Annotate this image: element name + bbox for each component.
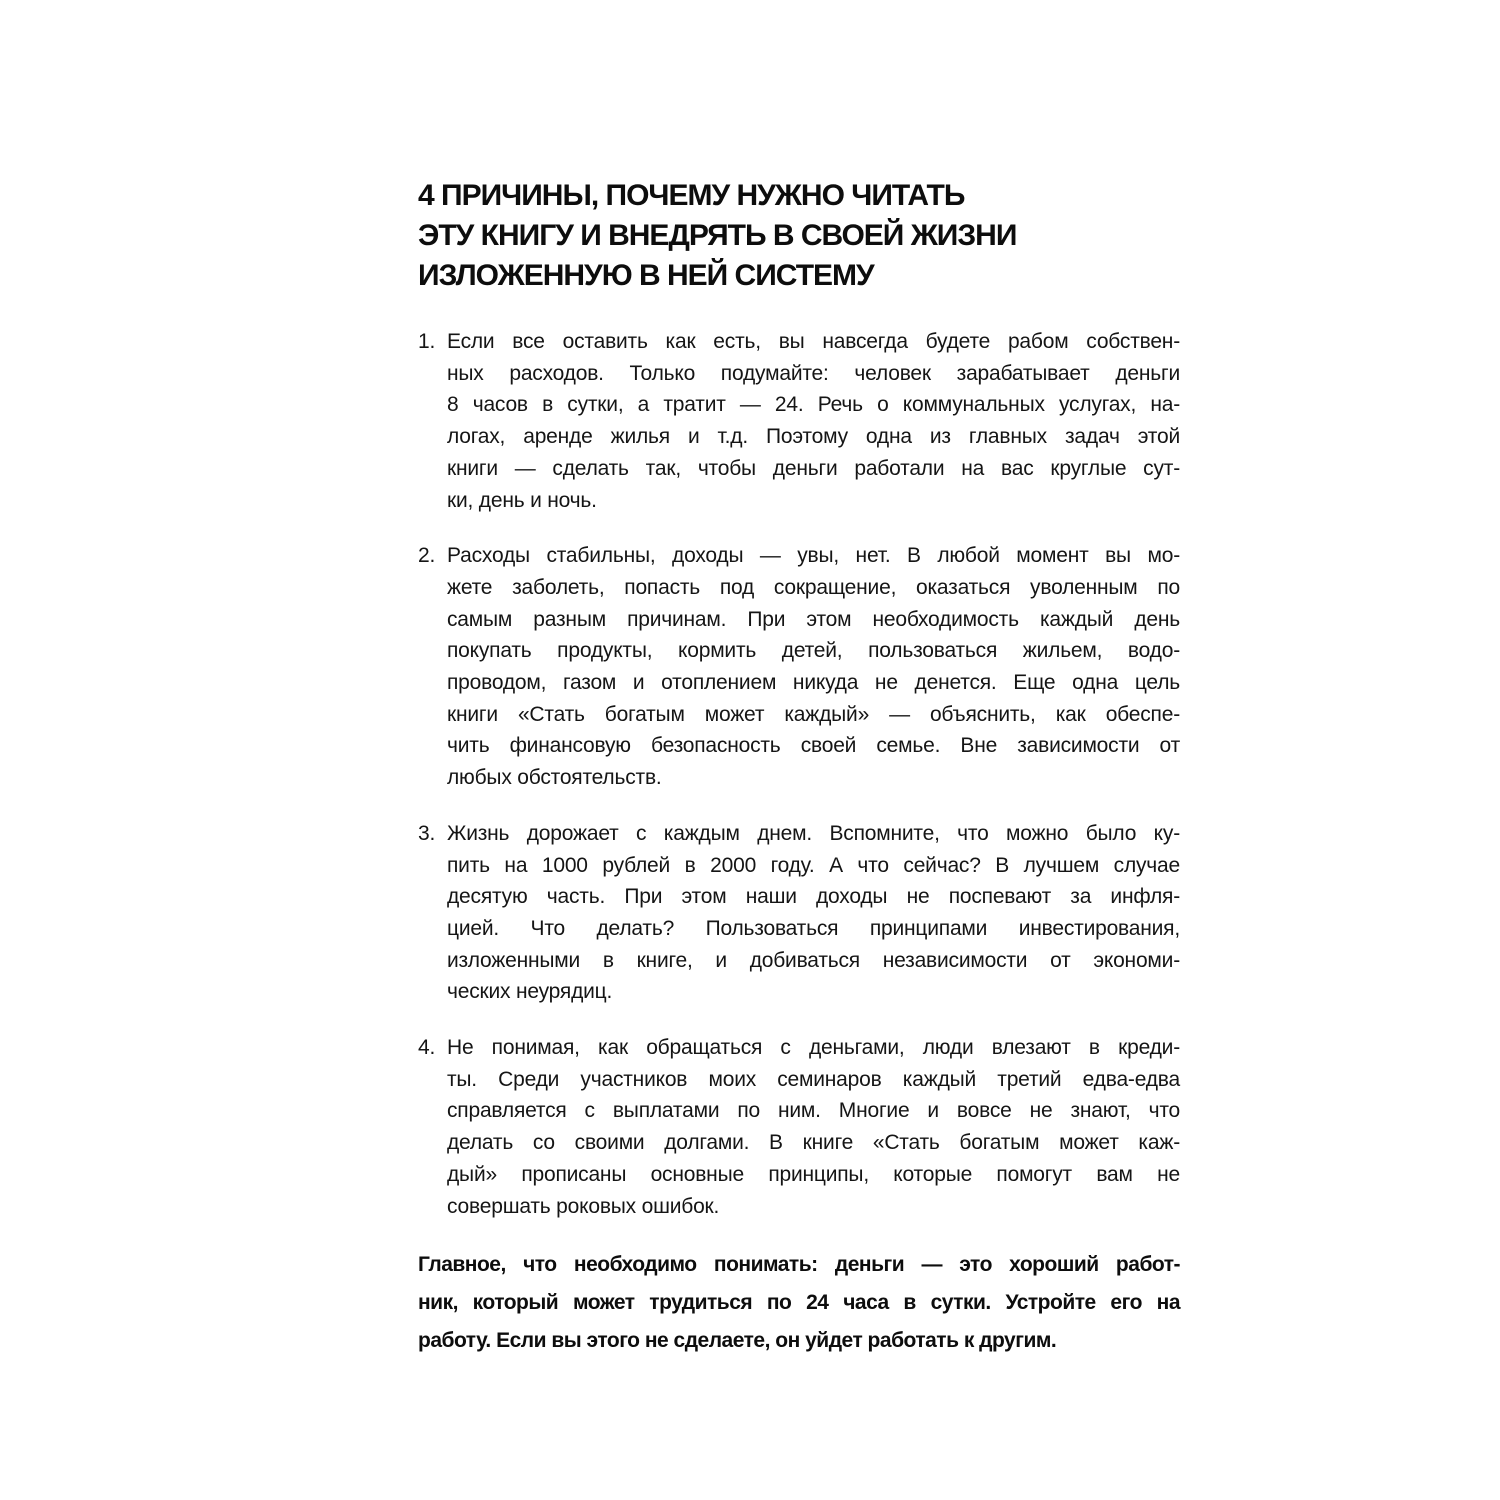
list-item-number: 1. <box>418 330 436 353</box>
text-line: 8 часов в сутки, а тратит — 24. Речь о коммунальных услугах, на- <box>447 393 1180 417</box>
text-line: Расходы стабильны, доходы — увы, нет. В любой момент вы мо- <box>447 544 1180 568</box>
list-item <box>418 540 1180 794</box>
text-line: ИЗЛОЖЕННУЮ В НЕЙ СИСТЕМУ <box>418 259 874 292</box>
text-line: делать со своими долгами. В книге «Стать богатым может каж- <box>447 1131 1180 1155</box>
text-line: ческих неурядиц. <box>447 980 613 1004</box>
text-line: цией. Что делать? Пользоваться принципами инвестирования, <box>447 916 1180 940</box>
text-line: 4 ПРИЧИНЫ, ПОЧЕМУ НУЖНО ЧИТАТЬ <box>418 179 965 212</box>
text-line: любых обстоятельств. <box>447 766 662 790</box>
list-item-body <box>447 1032 1180 1222</box>
page-title <box>418 176 1180 296</box>
text-line: совершать роковых ошибок. <box>447 1194 720 1218</box>
text-line: ных расходов. Только подумайте: человек зарабатывает деньги <box>447 361 1180 385</box>
text-line: чить финансовую безопасность своей семье. Вне зависимости от <box>447 734 1180 758</box>
text-line: изложенными в книге, и добиваться независимости от экономи- <box>447 948 1180 972</box>
list-item-number: 3. <box>418 821 436 845</box>
list-item <box>418 326 1180 516</box>
list-item-body <box>447 818 1180 1008</box>
list-item-body <box>447 540 1180 794</box>
conclusion-paragraph <box>418 1246 1180 1360</box>
list-item <box>418 818 1180 1008</box>
list-item-body <box>447 326 1180 516</box>
text-column <box>418 176 1180 1360</box>
text-line: десятую часть. При этом наши доходы не поспевают за инфля- <box>447 885 1180 909</box>
text-line: книги «Стать богатым может каждый» — объяснить, как обеспе- <box>447 702 1180 726</box>
text-line: ЭТУ КНИГУ И ВНЕДРЯТЬ В СВОЕЙ ЖИЗНИ <box>418 219 1017 252</box>
text-line: Жизнь дорожает с каждым днем. Вспомните, что можно было ку- <box>447 821 1180 845</box>
text-line: Не понимая, как обращаться с деньгами, люди влезают в креди- <box>447 1036 1180 1060</box>
text-line: Если все оставить как есть, вы навсегда будете рабом собствен- <box>447 330 1180 353</box>
list-item-number: 2. <box>418 544 436 568</box>
list-item <box>418 1032 1180 1222</box>
text-line: пить на 1000 рублей в 2000 году. А что сейчас? В лучшем случае <box>447 853 1180 877</box>
text-line: Главное, что необходимо понимать: деньги — это хороший работ- <box>418 1253 1180 1277</box>
reasons-list <box>418 326 1180 1222</box>
text-line: жете заболеть, попасть под сокращение, оказаться уволенным по <box>447 575 1180 599</box>
text-line: проводом, газом и отоплением никуда не денется. Еще одна цель <box>447 671 1180 695</box>
text-line: ник, который может трудиться по 24 часа в сутки. Устройте его на <box>418 1291 1180 1315</box>
text-line: ты. Среди участников моих семинаров каждый третий едва-едва <box>447 1067 1180 1091</box>
text-line: самым разным причинам. При этом необходимость каждый день <box>447 607 1180 631</box>
list-item-number: 4. <box>418 1036 436 1060</box>
text-line: логах, аренде жилья и т.д. Поэтому одна из главных задач этой <box>447 425 1180 449</box>
text-line: справляется с выплатами по ним. Многие и вовсе не знают, что <box>447 1099 1180 1123</box>
text-line: книги — сделать так, чтобы деньги работали на вас круглые сут- <box>447 456 1180 480</box>
text-line: дый» прописаны основные принципы, которые помогут вам не <box>447 1162 1180 1186</box>
text-line: покупать продукты, кормить детей, пользоваться жильем, водо- <box>447 639 1180 663</box>
text-line: ки, день и ночь. <box>447 488 597 512</box>
text-line: работу. Если вы этого не сделаете, он уйдет работать к другим. <box>418 1329 1057 1353</box>
